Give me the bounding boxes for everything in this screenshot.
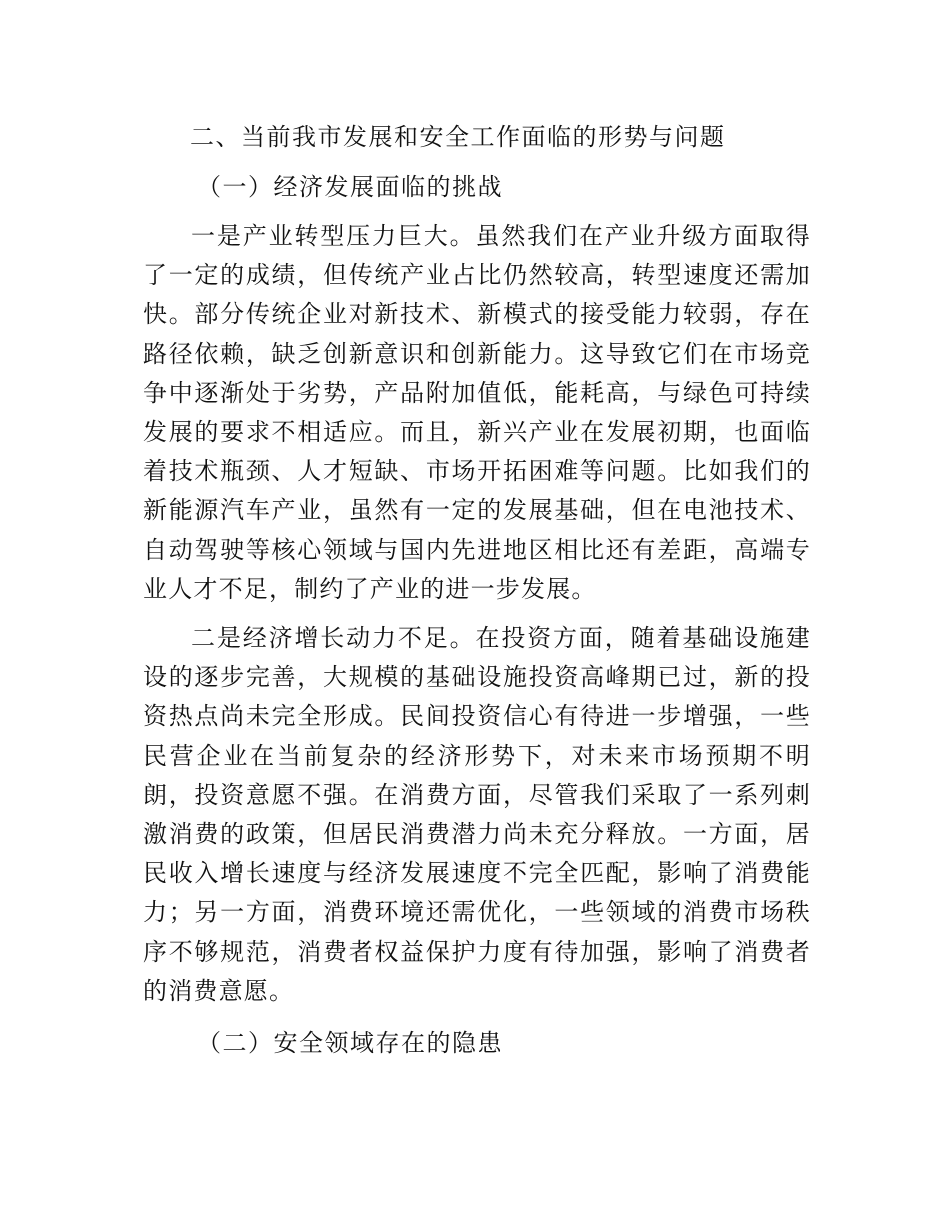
- document-body: [143, 113, 811, 1067]
- paragraph-growth-momentum: 二是经济增长动力不足。在投资方面，随着基础设施建设的逐步完善，大规模的基础设施投资高峰期已过，新的投资热点尚未完全形成。民间投资信心有待进一步增强，一些民营企业在当前复杂的经济形势下，对未来市场预期不明朗，投资意愿不强。在消费方面，尽管我们采取了一系列刺激消费的政策，但居民消费潜力尚未充分释放。一方面，居民收入增长速度与经济发展速度不完全匹配，影响了消费能力；另一方面，消费环境还需优化，一些领域的消费市场秩序不够规范，消费者权益保护力度有待加强，影响了消费者的消费意愿。: [143, 624, 811, 1005]
- section-heading: 二、当前我市发展和安全工作面临的形势与问题: [190, 123, 726, 151]
- sub-heading-economy: （一）经济发展面临的挑战: [197, 173, 503, 201]
- paragraph-industry-transformation: 一是产业转型压力巨大。虽然我们在产业升级方面取得了一定的成绩，但传统产业占比仍然较高，转型速度还需加快。部分传统企业对新技术、新模式的接受能力较弱，存在路径依赖，缺乏创新意识和创新能力。这导致它们在市场竞争中逐渐处于劣势，产品附加值低，能耗高，与绿色可持续发展的要求不相适应。而且，新兴产业在发展初期，也面临着技术瓶颈、人才短缺、市场开拓困难等问题。比如我们的新能源汽车产业，虽然有一定的发展基础，但在电池技术、自动驾驶等核心领域与国内先进地区相比还有差距，高端专业人才不足，制约了产业的进一步发展。: [143, 222, 811, 603]
- sub-heading-security: （二）安全领域存在的隐患: [197, 1029, 503, 1058]
